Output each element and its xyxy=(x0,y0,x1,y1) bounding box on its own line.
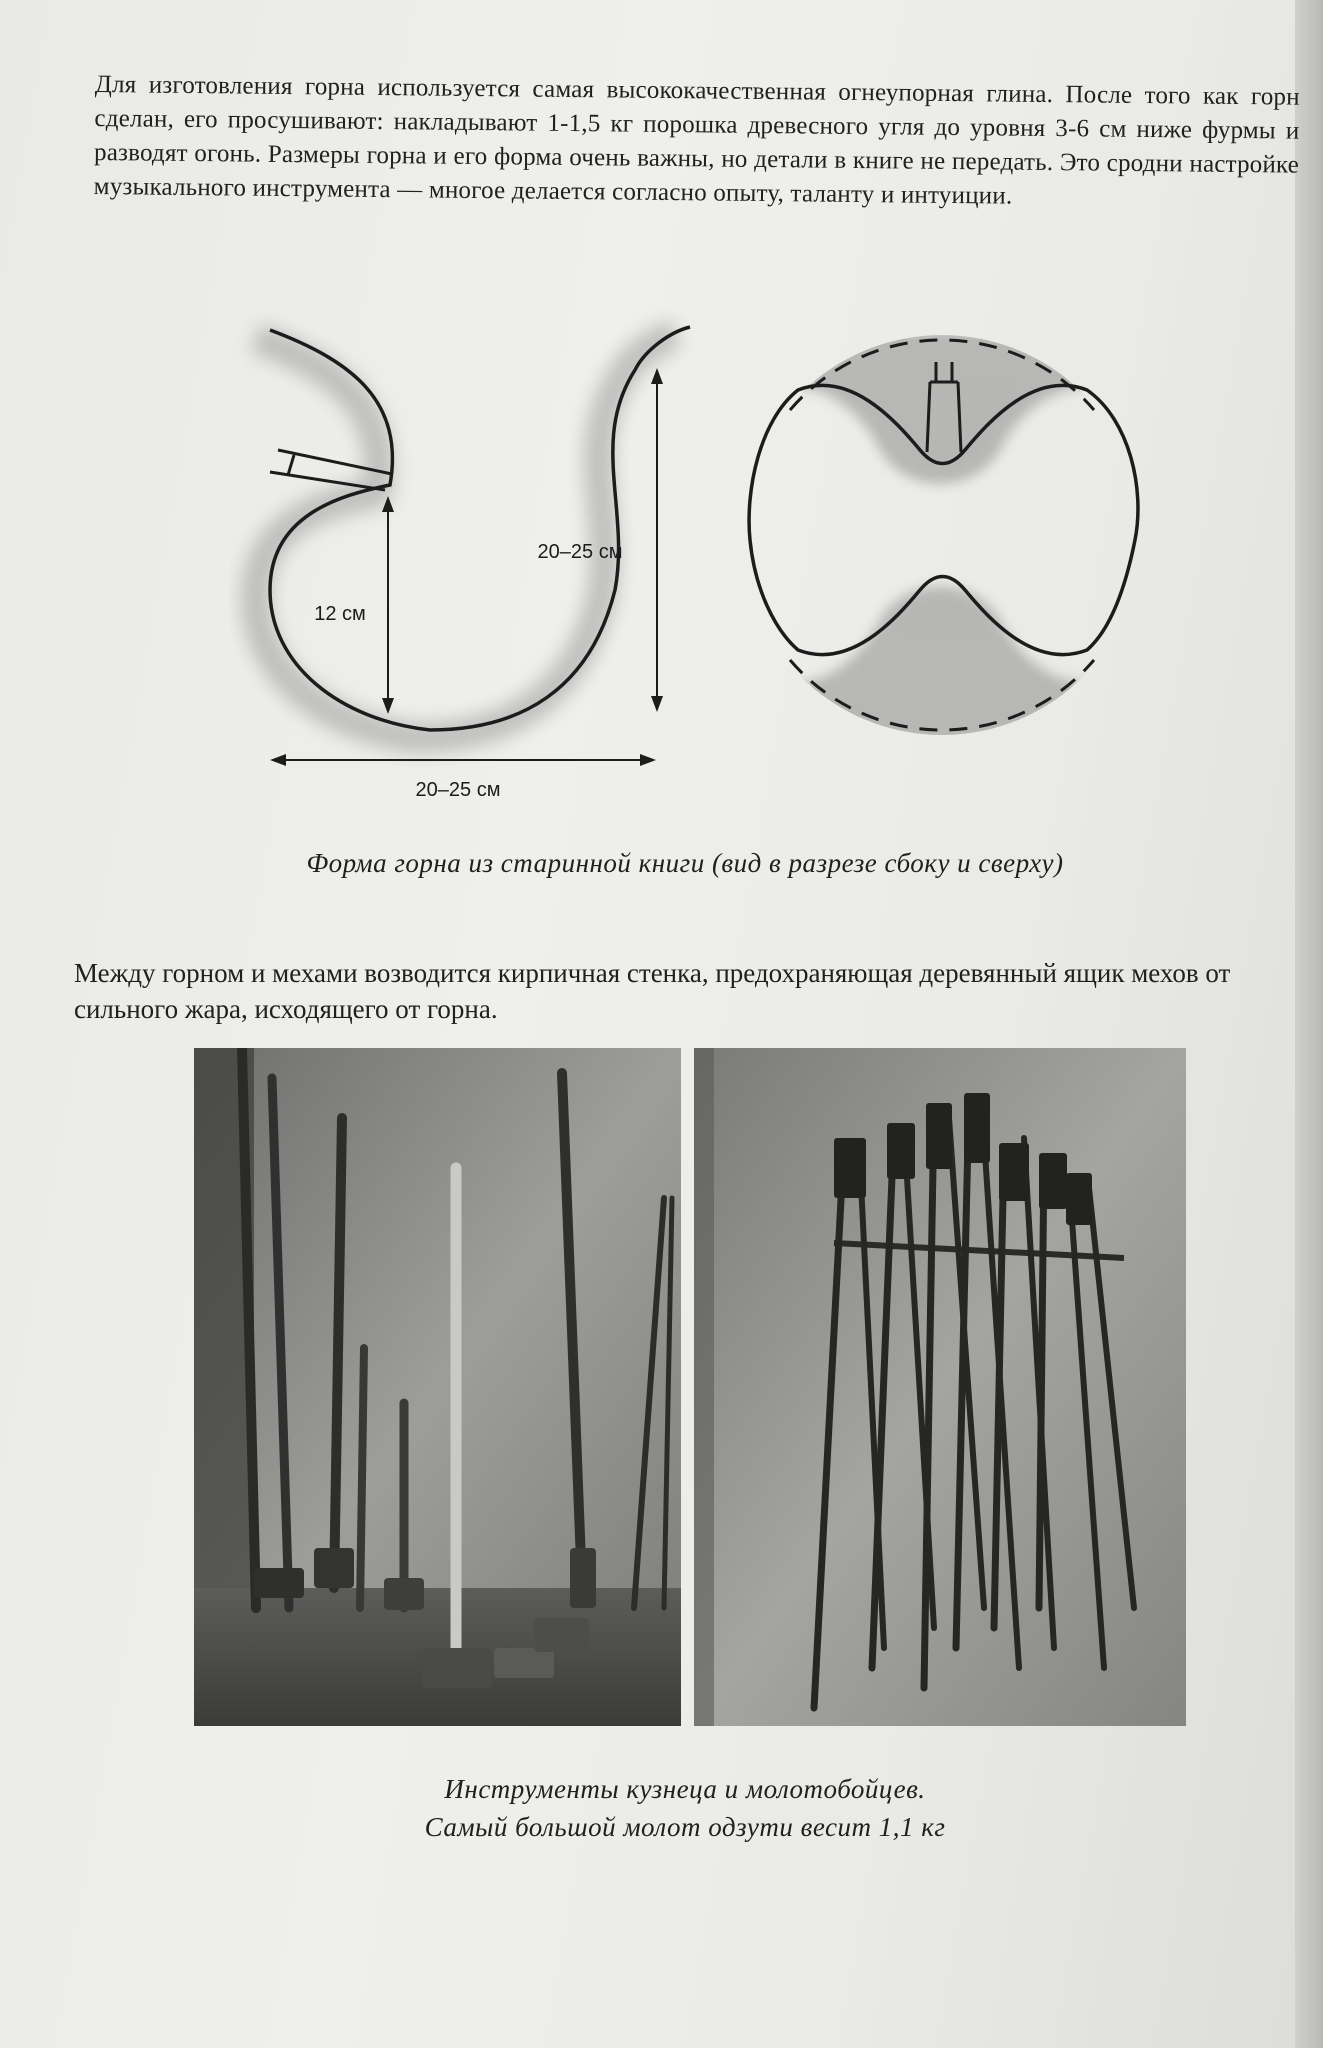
dimension-12cm xyxy=(382,496,394,714)
page-edge xyxy=(1295,0,1323,2048)
photo-hammers xyxy=(194,1048,681,1726)
photo-tongs-svg xyxy=(694,1048,1186,1726)
dimension-height xyxy=(651,368,663,712)
wall-paragraph: Между горном и мехами возводится кирпичная стенка, предохраняющая деревянный ящик мехов от сильного жара, исходящего от горна. xyxy=(74,958,1231,1024)
photo-caption-line-2: Самый большой молот одзути весит 1,1 кг xyxy=(424,1812,946,1842)
forge-diagram-svg xyxy=(230,290,1180,810)
forge-diagram xyxy=(230,290,1180,810)
side-section-shading xyxy=(256,335,676,738)
photo-hammers-svg xyxy=(194,1048,681,1726)
photo-caption-line-1: Инструменты кузнеца и молотобойцев. xyxy=(444,1774,926,1804)
label-12cm: 12 см xyxy=(314,603,366,625)
dimension-width xyxy=(270,754,656,766)
label-height: 20–25 см xyxy=(537,541,623,563)
diagram-caption: Форма горна из старинной книги (вид в разрезе сбоку и сверху) xyxy=(306,848,1064,878)
label-width: 20–25 см xyxy=(415,779,501,801)
intro-paragraph: Для изготовления горна используется самая высококачественная огнеупорная глина. После того как горн сделан, его просушивают: накладывают 1-1,5 кг порошка древесного угля до уровня 3-6 см ниже фурмы и разводят огонь. Размеры горна и его форма очень важны, но детали в книге не передать. Это сродни настройке музыкального инструмента — многое делается согласно опыту, таланту и интуиции. xyxy=(93,70,1300,210)
top-view xyxy=(742,330,1142,750)
photo-caption xyxy=(190,1770,1180,1846)
photo-tongs xyxy=(694,1048,1186,1726)
